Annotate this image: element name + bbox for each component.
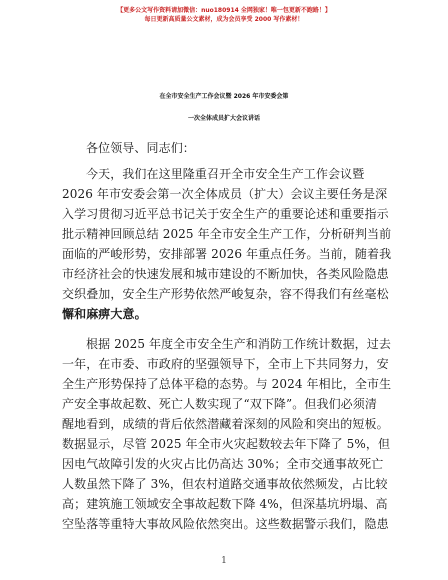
salutation: 各位领导、同志们： (86, 141, 195, 155)
body-line: 交织叠加，安全生产形势依然严峻复杂，容不得我们有丝毫松 (62, 287, 389, 301)
body-line: 一年，在市委、市政府的坚强领导下，全市上下共同努力，安 (62, 357, 389, 371)
body-line: 根据 2025 年度全市安全生产和消防工作统计数据，过去 (86, 337, 391, 351)
promo-banner-line-1: 【更多公文写作资料请加微信：nuo180914 全网独家！唯一包更新不跑路！】 (117, 7, 331, 14)
body-line: 全生产形势保持了总体平稳的态势。与 2024 年相比，全市生 (62, 377, 392, 391)
body-line: 因电气故障引发的火灾占比仍高达 30%；全市交通事故死亡 (62, 457, 384, 471)
document-title-line-1: 在全市安全生产工作会议暨 2026 年市安委会第 (159, 93, 289, 100)
body-line: 市经济社会的快速发展和城市建设的不断加快，各类风险隐患 (62, 267, 389, 281)
body-line: 批示精神回顾总结 2025 年全市安全生产工作，分析研判当前 (62, 227, 392, 241)
body-line: 面临的严峻形势，安排部署 2026 年重点任务。当前，随着我 (62, 247, 392, 261)
promo-banner-line-2: 每日更新高质量公文素材，成为会员享受 2000 写作素材！ (144, 16, 304, 23)
body-line: 空坠落等重特大事故风险依然突出。这些数据警示我们，隐患 (62, 517, 389, 531)
body-line: 人数虽然下降了 3%，但农村道路交通事故依然频发，占比较 (62, 477, 388, 491)
body-line-emphasis: 懈和麻痹大意。 (62, 307, 147, 321)
page-number: 1 (221, 556, 227, 566)
body-line: 入学习贯彻习近平总书记关于安全生产的重要论述和重要指示 (62, 207, 389, 221)
body-line: 2026 年市安委会第一次全体成员（扩大）会议主要任务是深 (62, 187, 388, 201)
body-line: 高；建筑施工领域安全事故起数下降 4%，但深基坑坍塌、高 (62, 497, 388, 511)
body-line: 醒地看到，成绩的背后依然潜藏着深刻的风险和突出的短板。 (62, 417, 389, 431)
body-line: 数据显示，尽管 2025 年全市火灾起数较去年下降了 5%，但 (62, 437, 391, 451)
body-line: 产安全事故起数、死亡人数实现了“双下降”。但我们必须清 (62, 397, 377, 411)
body-line: 今天，我们在这里隆重召开全市安全生产工作会议暨 (86, 167, 365, 181)
document-title-line-2: 一次全体成员扩大会议讲话 (187, 115, 260, 122)
